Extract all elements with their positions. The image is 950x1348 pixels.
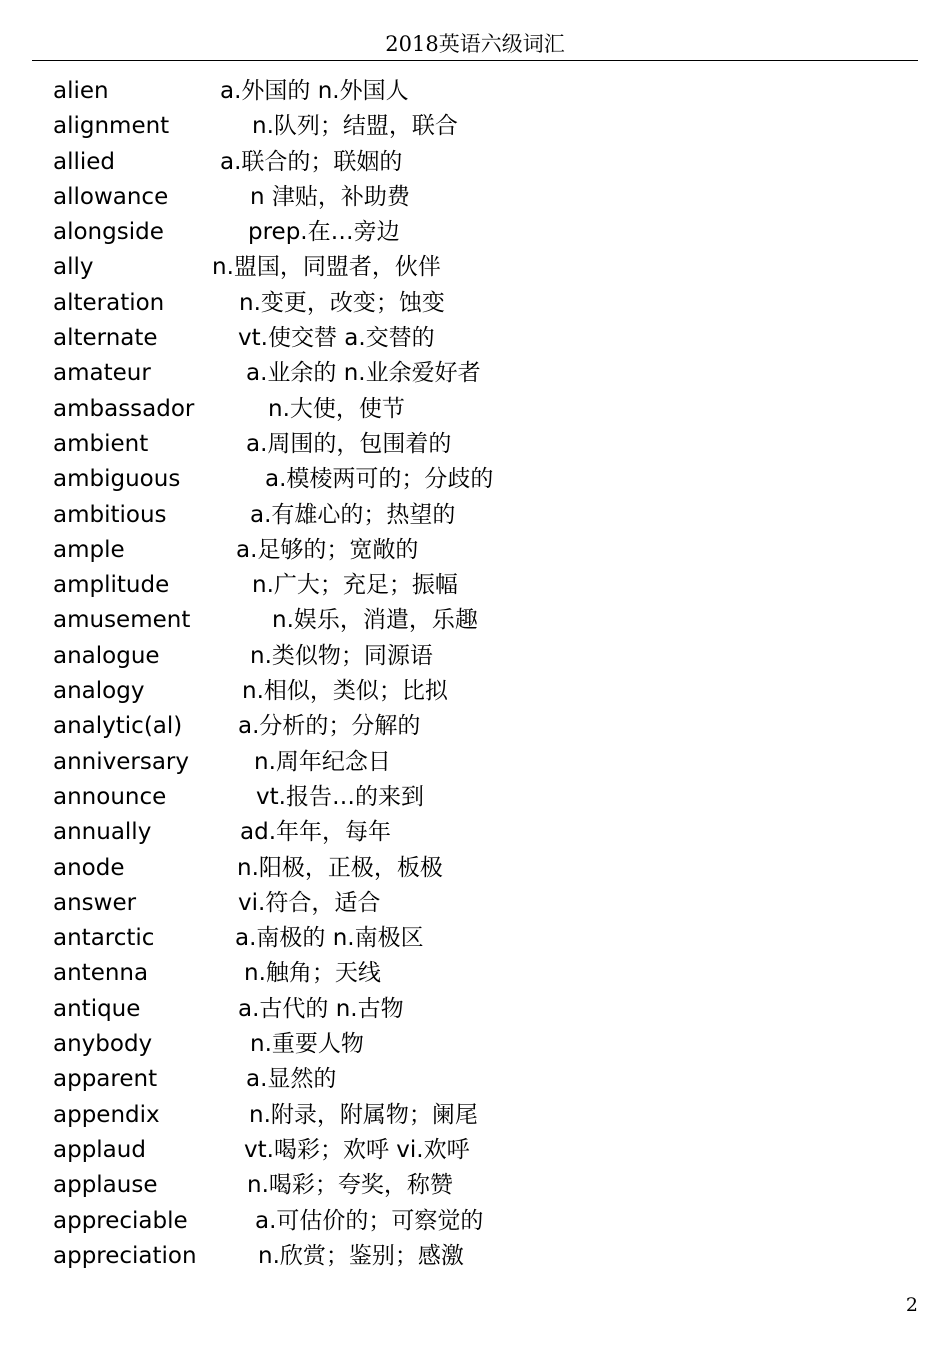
vocab-word: ally bbox=[53, 254, 94, 281]
vocab-word: appendix bbox=[53, 1101, 160, 1128]
vocab-word: ambassador bbox=[53, 395, 195, 422]
vocab-entry bbox=[0, 851, 950, 886]
vocab-entry bbox=[0, 886, 950, 921]
vocab-entry bbox=[0, 286, 950, 321]
vocab-entry bbox=[0, 1133, 950, 1168]
vocab-word: antique bbox=[53, 995, 141, 1022]
vocab-word: allied bbox=[53, 148, 116, 175]
vocab-definition: n.大使，使节 bbox=[268, 395, 405, 422]
vocab-definition: a.周围的，包围着的 bbox=[246, 430, 452, 457]
vocab-definition: a.南极的 n.南极区 bbox=[235, 925, 424, 952]
vocab-entry bbox=[0, 992, 950, 1027]
vocab-word: appreciable bbox=[53, 1207, 188, 1234]
vocab-word: ambient bbox=[53, 430, 149, 457]
vocab-entry bbox=[0, 215, 950, 250]
vocab-definition: n.重要人物 bbox=[250, 1031, 364, 1058]
vocab-word: alternate bbox=[53, 325, 158, 352]
vocab-definition: n.广大；充足；振幅 bbox=[252, 572, 458, 599]
vocab-word: ambitious bbox=[53, 501, 167, 528]
vocab-definition: n.触角；天线 bbox=[244, 960, 381, 987]
vocab-entry bbox=[0, 780, 950, 815]
vocab-entry bbox=[0, 1204, 950, 1239]
vocab-definition: n.变更，改变；蚀变 bbox=[239, 289, 445, 316]
vocab-word: anniversary bbox=[53, 748, 190, 775]
vocab-definition: a.足够的；宽敞的 bbox=[236, 536, 419, 563]
vocab-definition: a.外国的 n.外国人 bbox=[220, 78, 409, 104]
vocab-entry bbox=[0, 356, 950, 391]
vocab-definition: n.喝彩；夸奖，称赞 bbox=[247, 1172, 453, 1199]
vocab-definition: n.娱乐，消遣，乐趣 bbox=[272, 607, 478, 634]
vocab-definition: a.古代的 n.古物 bbox=[238, 995, 404, 1022]
vocab-entry bbox=[0, 1062, 950, 1097]
vocab-word: alien bbox=[53, 78, 109, 104]
vocab-definition: n.附录，附属物；阑尾 bbox=[249, 1101, 478, 1128]
vocab-definition: n.欣赏；鉴别；感激 bbox=[258, 1242, 464, 1269]
vocabulary-list bbox=[0, 74, 950, 1274]
vocab-definition: a.分析的；分解的 bbox=[238, 713, 421, 740]
vocab-entry bbox=[0, 180, 950, 215]
vocab-word: anybody bbox=[53, 1031, 153, 1058]
vocab-entry bbox=[0, 603, 950, 638]
vocab-word: allowance bbox=[53, 183, 169, 210]
page-header-title: 2018英语六级词汇 bbox=[385, 32, 565, 56]
vocab-definition: prep.在…旁边 bbox=[248, 219, 400, 246]
vocab-entry bbox=[0, 956, 950, 991]
vocab-definition: vt.喝彩；欢呼 vi.欢呼 bbox=[244, 1136, 470, 1163]
vocab-entry bbox=[0, 1098, 950, 1133]
vocab-word: anode bbox=[53, 854, 125, 881]
vocab-entry bbox=[0, 109, 950, 144]
vocab-entry bbox=[0, 674, 950, 709]
vocab-word: alignment bbox=[53, 113, 170, 140]
vocab-word: amplitude bbox=[53, 572, 170, 599]
vocab-entry bbox=[0, 815, 950, 850]
vocab-word: ambiguous bbox=[53, 466, 181, 493]
vocab-definition: a.模棱两可的；分歧的 bbox=[265, 466, 494, 493]
vocab-word: antarctic bbox=[53, 925, 155, 952]
vocab-definition: a.可估价的；可察觉的 bbox=[255, 1207, 484, 1234]
vocab-entry bbox=[0, 427, 950, 462]
vocab-entry bbox=[0, 533, 950, 568]
vocab-word: applause bbox=[53, 1172, 158, 1199]
vocab-entry bbox=[0, 321, 950, 356]
vocab-definition: n.队列；结盟，联合 bbox=[252, 113, 458, 140]
vocab-entry bbox=[0, 568, 950, 603]
vocab-definition: n.盟国，同盟者，伙伴 bbox=[212, 254, 441, 281]
vocab-word: alteration bbox=[53, 289, 165, 316]
vocab-word: announce bbox=[53, 783, 167, 810]
vocab-entry bbox=[0, 392, 950, 427]
vocab-word: applaud bbox=[53, 1136, 146, 1163]
vocab-definition: n.相似，类似；比拟 bbox=[242, 678, 448, 705]
vocab-entry bbox=[0, 1027, 950, 1062]
vocab-entry bbox=[0, 921, 950, 956]
vocab-entry bbox=[0, 74, 950, 109]
vocab-entry bbox=[0, 250, 950, 285]
vocab-word: ample bbox=[53, 536, 125, 563]
vocab-word: antenna bbox=[53, 960, 149, 987]
vocab-definition: n 津贴，补助费 bbox=[250, 183, 410, 210]
header-divider bbox=[32, 60, 918, 61]
vocab-entry bbox=[0, 462, 950, 497]
vocab-definition: vt.报告…的来到 bbox=[256, 783, 424, 810]
vocab-word: analogue bbox=[53, 642, 160, 669]
vocab-definition: vt.使交替 a.交替的 bbox=[238, 325, 435, 352]
vocab-word: appreciation bbox=[53, 1242, 197, 1269]
vocab-entry bbox=[0, 145, 950, 180]
vocab-word: answer bbox=[53, 889, 137, 916]
vocab-word: alongside bbox=[53, 219, 164, 246]
vocab-definition: a.业余的 n.业余爱好者 bbox=[246, 360, 481, 387]
vocab-definition: n.类似物；同源语 bbox=[250, 642, 433, 669]
vocab-word: annually bbox=[53, 819, 152, 846]
vocab-entry bbox=[0, 639, 950, 674]
vocab-entry bbox=[0, 1239, 950, 1274]
vocab-word: analogy bbox=[53, 678, 145, 705]
vocab-word: amusement bbox=[53, 607, 191, 634]
vocab-entry bbox=[0, 1168, 950, 1203]
vocab-definition: vi.符合，适合 bbox=[238, 889, 381, 916]
vocab-entry bbox=[0, 709, 950, 744]
vocab-word: analytic(al) bbox=[53, 713, 183, 740]
vocab-definition: n.阳极，正极，板极 bbox=[237, 854, 443, 881]
vocab-word: amateur bbox=[53, 360, 151, 387]
vocab-definition: n.周年纪念日 bbox=[254, 748, 391, 775]
vocab-definition: a.有雄心的；热望的 bbox=[250, 501, 456, 528]
vocab-definition: a.联合的；联姻的 bbox=[220, 148, 403, 175]
vocab-entry bbox=[0, 498, 950, 533]
vocab-definition: a.显然的 bbox=[246, 1066, 337, 1093]
vocab-word: apparent bbox=[53, 1066, 158, 1093]
vocab-entry bbox=[0, 745, 950, 780]
vocab-definition: ad.年年，每年 bbox=[240, 819, 392, 846]
page-number: 2 bbox=[905, 1294, 918, 1316]
